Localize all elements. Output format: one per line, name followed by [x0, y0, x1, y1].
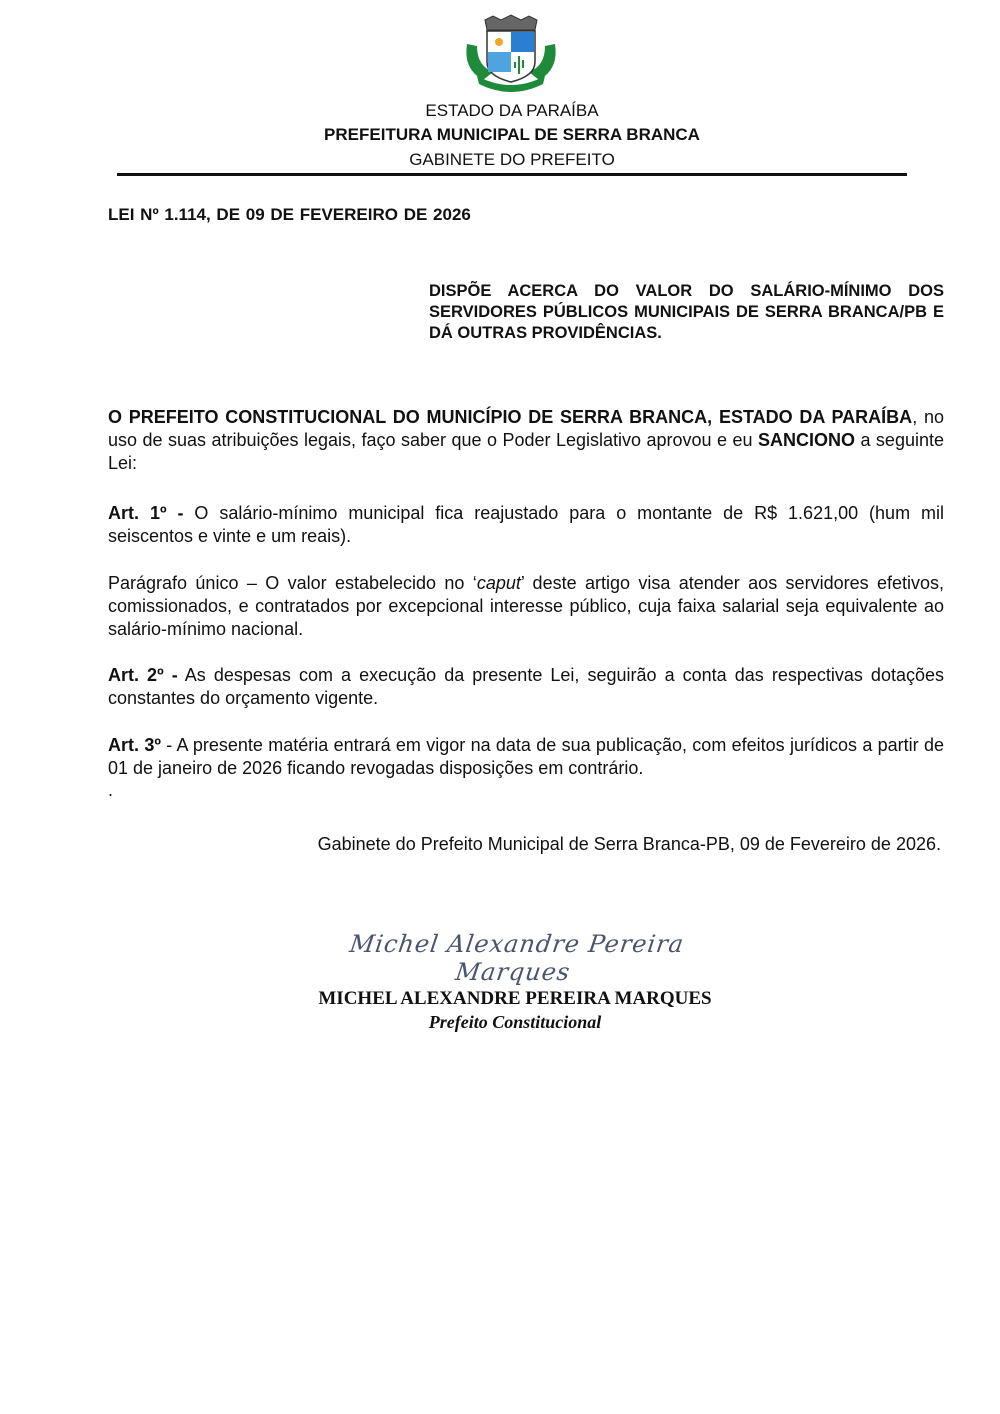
municipality-name: PREFEITURA MUNICIPAL DE SERRA BRANCA [324, 125, 700, 144]
article-1 [108, 502, 944, 548]
preamble [108, 406, 944, 475]
article-label: Art. 1º - [108, 503, 184, 523]
article-text: As despesas com a execução da presente Lei, seguirão a conta das respectivas dotações constantes do orçamento vigente. [108, 665, 944, 708]
article-2 [108, 664, 944, 710]
preamble-text: , no uso de suas atribuições legais, faço saber que o Poder Legislativo aprovou e eu [108, 407, 944, 450]
article-3 [108, 734, 944, 780]
preamble-sanction: SANCIONO [757, 430, 855, 450]
article-label: Art. 2º - [108, 665, 178, 685]
paragrafo-unico [108, 572, 944, 641]
paragraph-caput: caput [476, 573, 521, 593]
state-name: ESTADO DA PARAÍBA [425, 101, 599, 120]
signature-block [300, 930, 730, 1033]
article-text: - A presente matéria entrará em vigor na data de sua publicação, com efeitos jurídicos a partir de 01 de janeiro de 2026 ficando revogadas disposições em contrário. [108, 735, 944, 778]
signatory-name: MICHEL ALEXANDRE PEREIRA MARQUES [318, 988, 712, 1009]
header-divider [117, 173, 907, 176]
preamble-intro: O PREFEITO CONSTITUCIONAL DO MUNICÍPIO DE SERRA BRANCA, ESTADO DA PARAÍBA [108, 407, 913, 427]
law-ementa: DISPÕE ACERCA DO VALOR DO SALÁRIO-MÍNIMO DOS SERVIDORES PÚBLICOS MUNICIPAIS DE SERRA BRANCA/PB E DÁ OUTRAS PROVIDÊNCIAS. [429, 282, 944, 342]
signatory-role: Prefeito Constitucional [428, 1012, 602, 1032]
closing-line: Gabinete do Prefeito Municipal de Serra Branca-PB, 09 de Fevereiro de 2026. [317, 834, 941, 854]
paragraph-text-end: ’ deste artigo visa atender aos servidores efetivos, comissionados, e contratados por excepcional interesse público, cuja faixa salarial seja equivalente ao salário-mínimo nacional. [108, 573, 944, 639]
preamble-text-end: a seguinte Lei: [108, 430, 944, 473]
paragraph-text: Parágrafo único – O valor estabelecido no ‘ [108, 573, 477, 593]
law-title: LEI Nº 1.114, DE 09 DE FEVEREIRO DE 2026 [108, 205, 471, 224]
article-text: O salário-mínimo municipal fica reajustado para o montante de R$ 1.621,00 (hum mil seiscentos e vinte e um reais). [108, 503, 944, 546]
stray-dot: . [108, 780, 114, 800]
office-name: GABINETE DO PREFEITO [409, 150, 615, 169]
handwritten-signature: Michel Alexandre Pereira Marques [347, 930, 687, 986]
municipal-coat-of-arms [463, 14, 559, 96]
article-label: Art. 3º [108, 735, 161, 755]
